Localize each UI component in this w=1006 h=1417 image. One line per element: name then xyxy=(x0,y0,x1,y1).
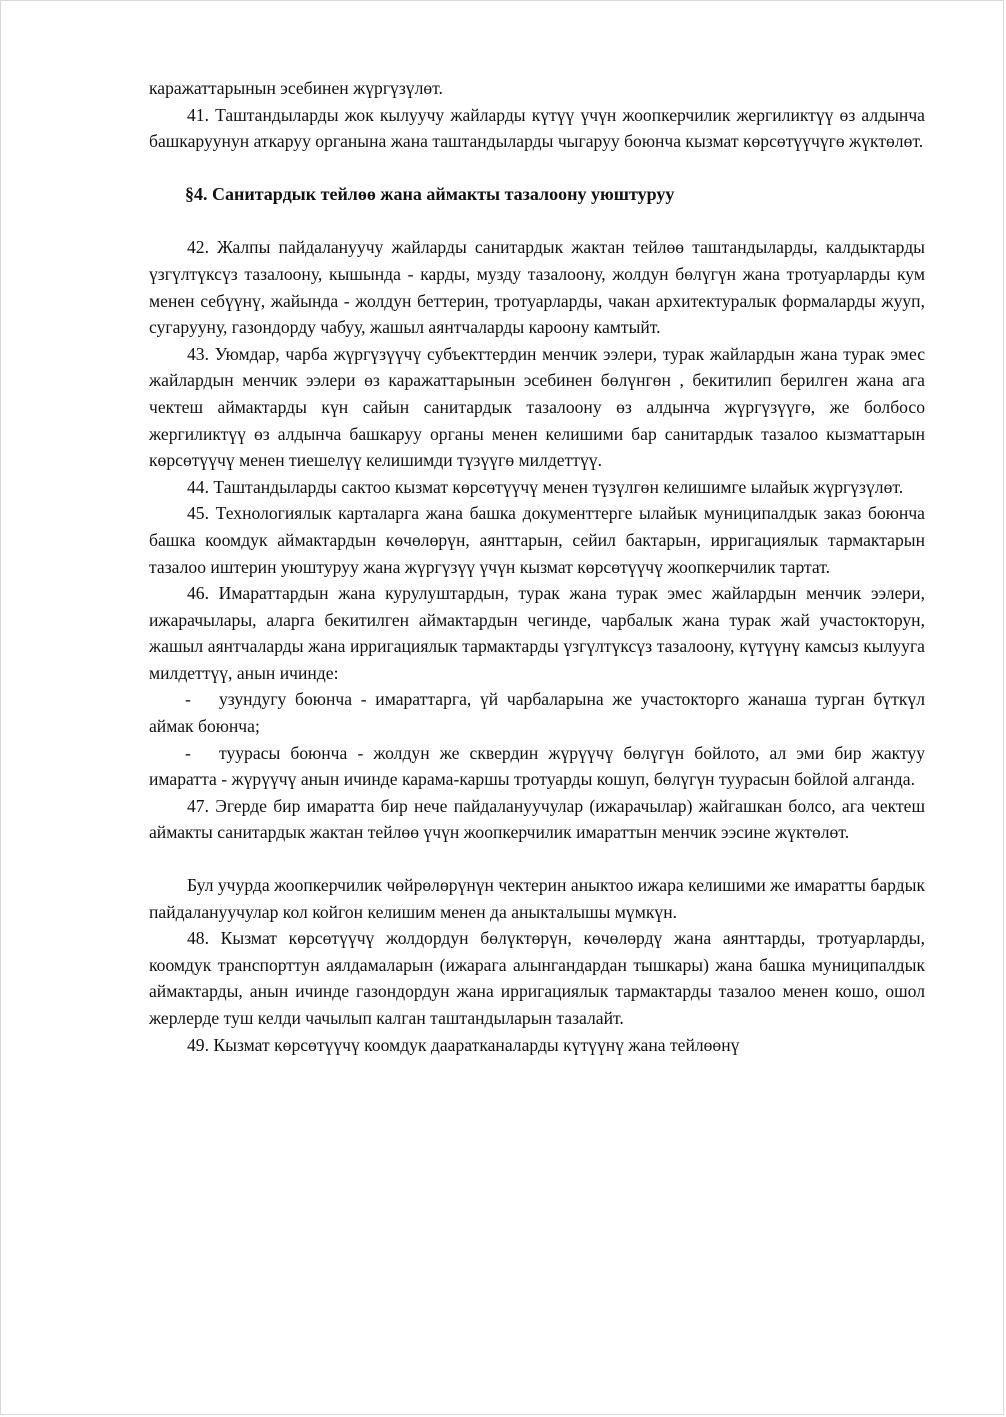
dash-marker: - xyxy=(185,689,191,710)
paragraph-41: 41. Таштандыларды жок кылуучу жайларды күтүү үчүн жоопкерчилик жергиликтүү өз алдынча башкаруунун аткаруу органына жана таштандыларды чыгаруу боюнча кызмат көрсөтүүчүгө жүктөлөт. xyxy=(149,104,925,152)
paragraph-49: 49. Кызмат көрсөтүүчү коомдук дааратканаларды күтүүнү жана тейлөөнү xyxy=(187,1034,740,1055)
note-paragraph: Бул учурда жоопкерчилик чөйрөлөрүнүн чектерин аныктоо ижара келишими же имаратты бардык пайдалануучулар кол койгон келишим менен да аныкталышы мүмкүн. xyxy=(149,875,925,922)
document-body xyxy=(149,75,925,1058)
paragraph-48: 48. Кызмат көрсөтүүчү жолдордун бөлүктөрүн, көчөлөрдү жана аянттарды, тротуарларды, коомдук транспорттун аялдамаларын (ижарага алынгандардан тышкары) жана башка муниципалдык аймактарды, анын ичинде газондордун жана ирригациялык тармактарды тазалоо менен кошо, ошол жерлерде туш келди чачылып калган таштандыларын тазалайт. xyxy=(149,928,925,1028)
list-item-text: узундугу боюнча - имараттарга, үй чарбаларына же участокторго жанаша турган бүткүл аймак боюнча; xyxy=(149,689,925,737)
list-item xyxy=(149,740,925,793)
spacer xyxy=(149,846,925,872)
paragraph-47: 47. Эгерде бир имаратта бир нече пайдалануучулар (ижарачылар) жайгашкан болсо, ага чектеш аймакты санитардык жактан тейлөө үчүн жоопкерчилик имараттын менчик ээсине жүктөлөт. xyxy=(149,795,925,843)
dash-marker: - xyxy=(185,742,191,763)
paragraph-42: 42. Жалпы пайдалануучу жайларды санитардык жактан тейлөө таштандыларды, калдыктарды үзгүлтүксүз тазалоону, кышында - карды, музду тазалоону, жолдун бөлүгүн жана тротуарларды кум менен себүүнү, жайында - жолдун беттерин, тротуарларды, чакан архитектуралык формаларды жууп, сугарууну, газондорду чабуу, жашыл аянтчаларды кароону камтыйт. xyxy=(149,237,925,338)
list-item-text: туурасы боюнча - жолдун же сквердин жүрүүчү бөлүгүн бойлото, ал эми бир жактуу имаратта - жүрүүчү анын ичинде карама-каршы тротуарды кошуп, бөлүгүн туурасын бойлой алганда. xyxy=(149,742,925,790)
paragraph-44: 44. Таштандыларды сактоо кызмат көрсөтүүчү менен түзүлгөн келишимге ылайык жүргүзүлөт. xyxy=(187,476,904,497)
list-item xyxy=(149,686,925,739)
section-title: §4. Санитардык тейлөө жана аймакты тазалоону уюштуруу xyxy=(185,183,675,204)
paragraph-46: 46. Имараттардын жана курулуштардын, турак жана турак эмес жайлардын менчик ээлери, ижарачылары, аларга бекитилген аймактардын чегинде, чарбалык жана турак жай участокторун, жашыл аянтчаларды жана ирригациялык тармактарды үзгүлтүксүз тазалоону, күтүүнү камсыз кылууга милдеттүү, анын ичинде: xyxy=(149,583,925,683)
lead-paragraph: каражаттарынын эсебинен жүргүзүлөт. xyxy=(149,78,443,98)
paragraph-43: 43. Уюмдар, чарба жүргүзүүчү субъекттердин менчик ээлери, турак жайлардын жана турак эмес жайлардын менчик ээлери өз каражаттарынын эсебинен бөлүнгөн , бекитилип берилген жана ага чектеш аймактарды күн сайын санитардык тазалоону өз алдынча жүргүзүүгө, же болбосо жергиликтүү өз алдынча башкаруу органы менен келишими бар санитардык тазалоо кызматтарын көрсөтүүчү менен тиешелүү келишимди түзүүгө милдеттүү. xyxy=(149,343,925,471)
paragraph-45: 45. Технологиялык карталарга жана башка документтерге ылайык муниципалдык заказ боюнча башка коомдук аймактардын көчөлөрүн, аянттарын, сейил бактарын, ирригациялык тармактарын тазалоо иштерин уюштуруу жана жүргүзүү үчүн кызмат көрсөтүүчү жоопкерчилик тартат. xyxy=(149,503,925,577)
